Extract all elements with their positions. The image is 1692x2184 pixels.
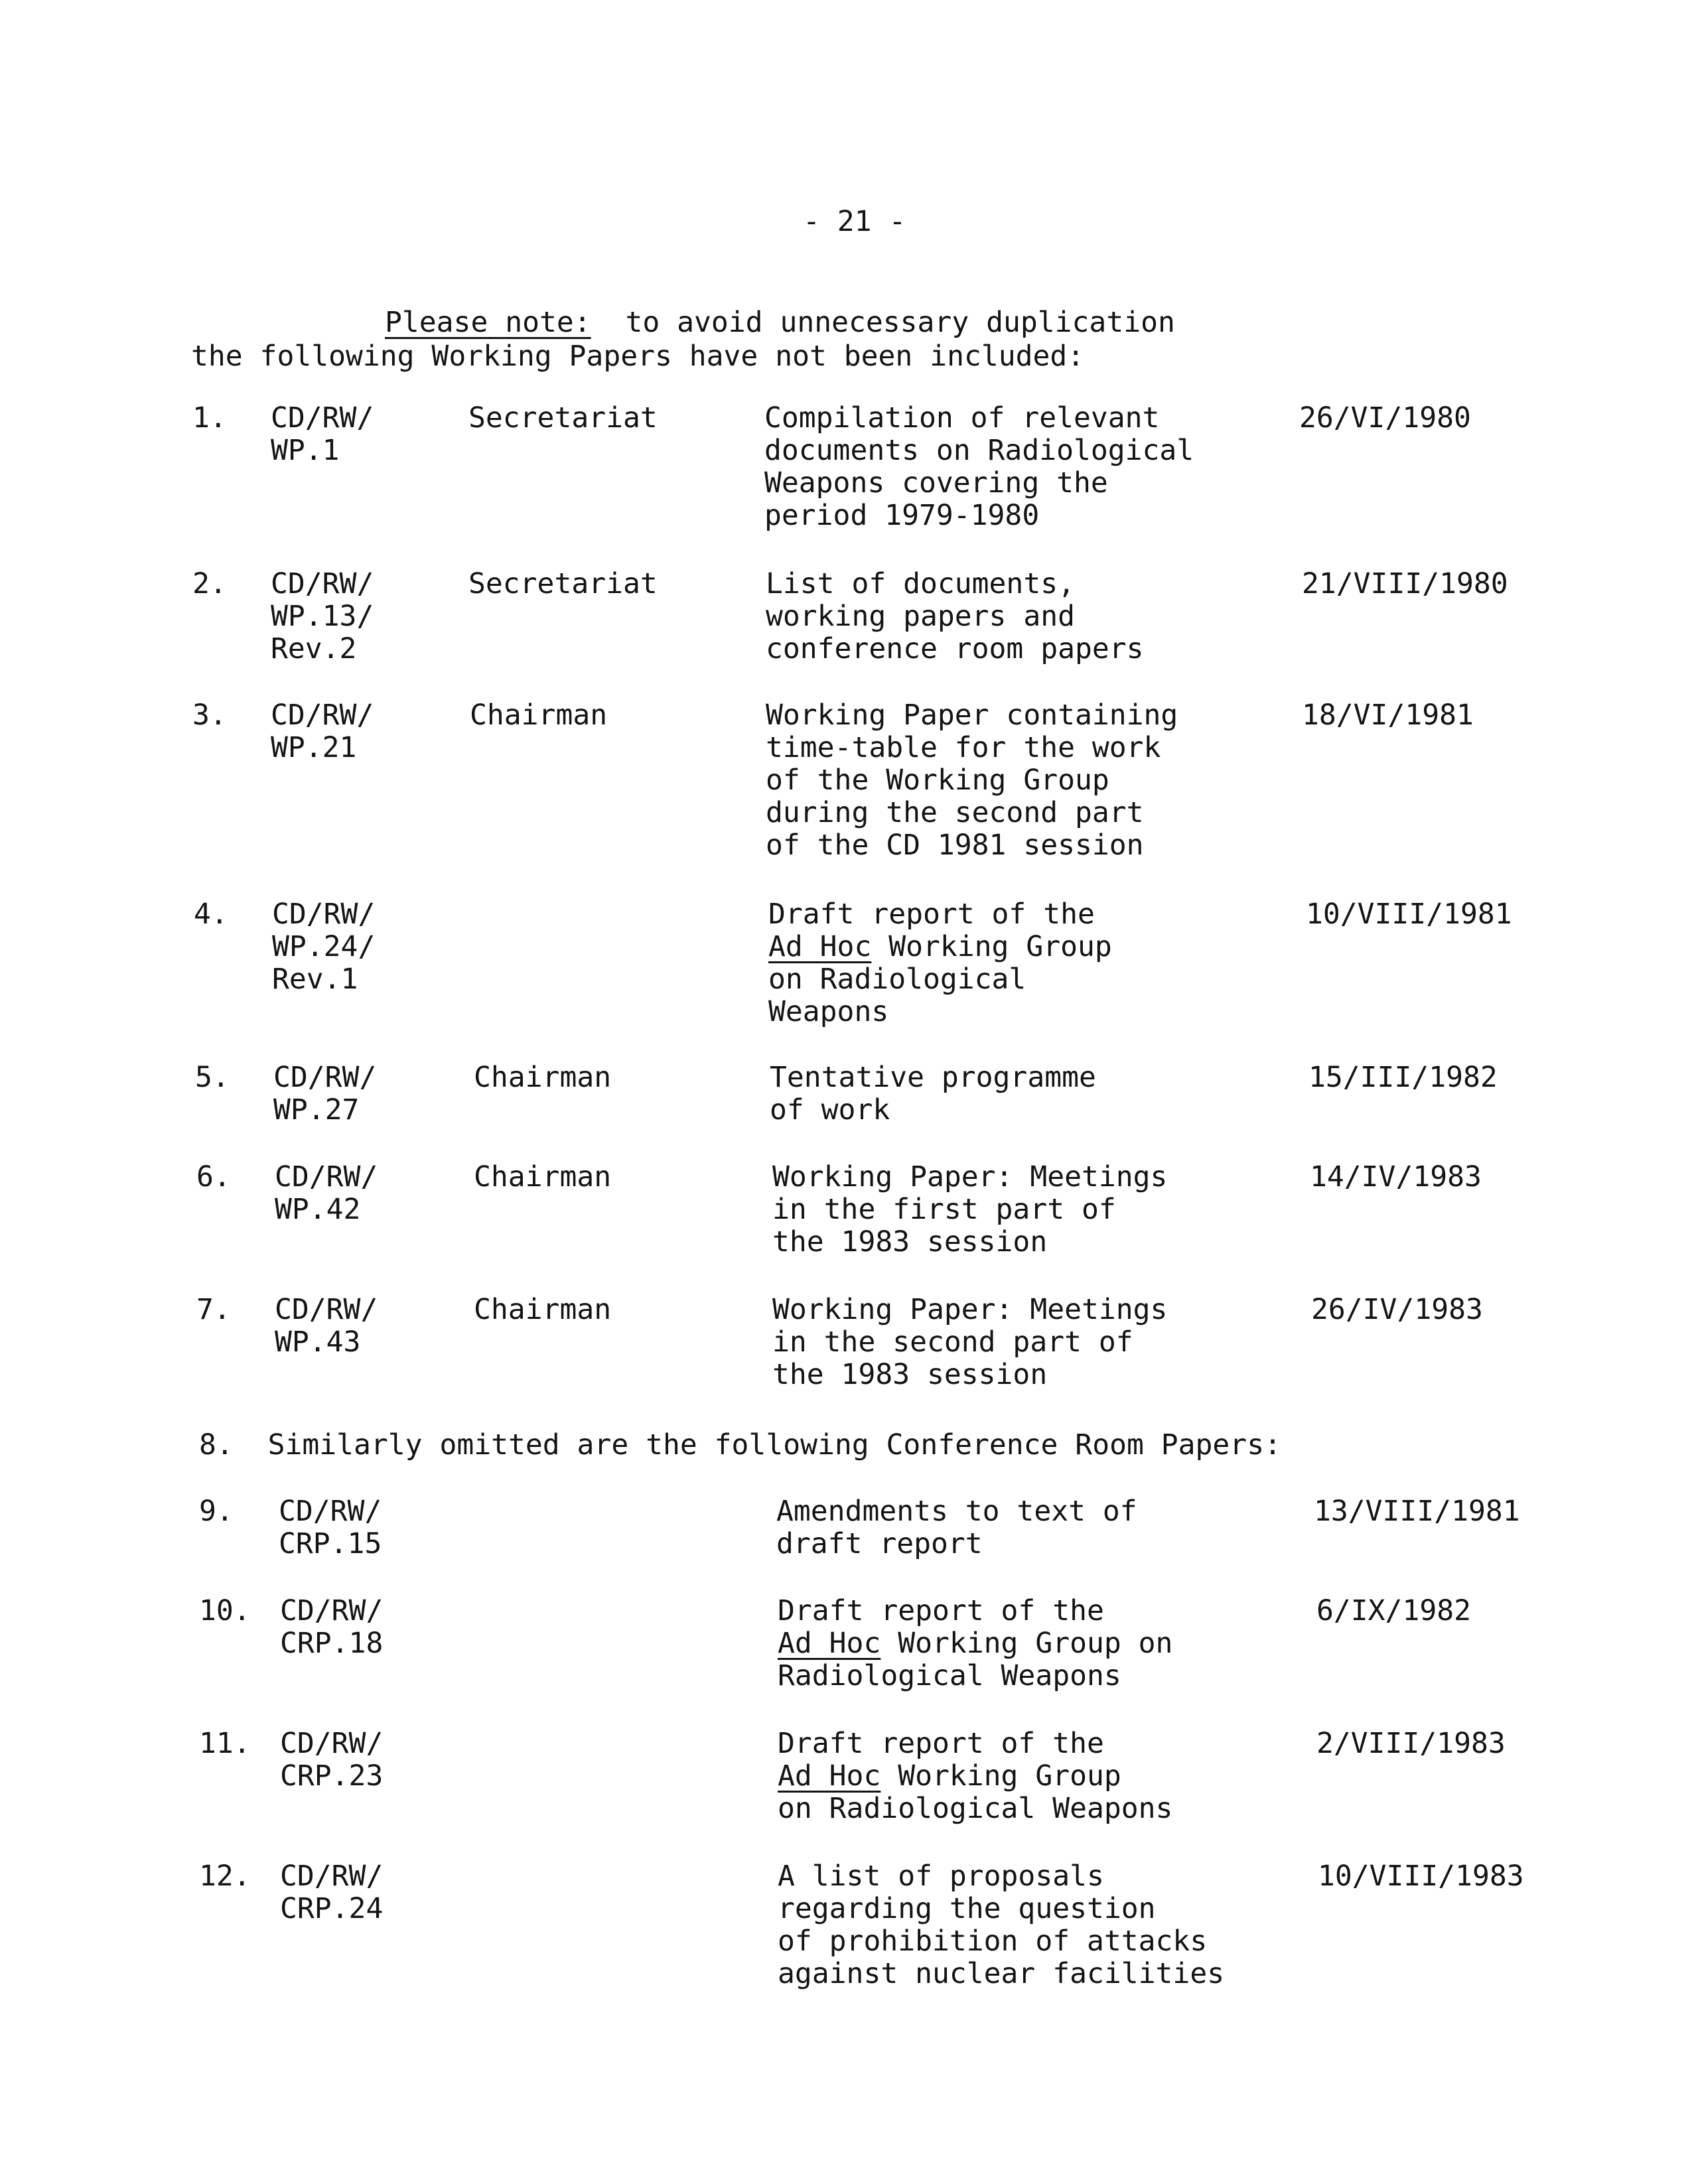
ad-hoc-underlined: Ad Hoc [778,1627,881,1660]
entry-number: 12. [199,1860,251,1893]
entry-reference: CD/RW/ CRP.18 [280,1594,384,1660]
entry-title: Compilation of relevant documents on Radiological Weapons covering the period 1979-1980 [764,401,1194,532]
note-line-2: the following Working Papers have not been included: [191,340,1085,373]
entry-number: 4. [194,898,228,931]
entry-title: Working Paper: Meetings in the first part of the 1983 session [772,1160,1168,1259]
entry-number: 9. [199,1495,234,1528]
entry-number: 3. [192,699,227,732]
entry-title-post: Working Group on Radiological Weapons [768,930,1112,1028]
entry-number: 7. [196,1293,231,1326]
entry-title [768,898,1112,1028]
note-label: Please note: [385,306,591,339]
ad-hoc-underlined: Ad Hoc [778,1759,881,1793]
entry-title-post: Working Group on Radiological Weapons [778,1759,1173,1825]
entry-date: 18/VI/1981 [1302,699,1474,732]
entry-date: 10/VIII/1981 [1306,898,1512,931]
ad-hoc-underlined: Ad Hoc [768,930,872,963]
entry-reference: CD/RW/ CRP.15 [279,1495,382,1560]
entry-title: Amendments to text of draft report [776,1495,1137,1560]
entry-date: 13/VIII/1981 [1314,1495,1520,1528]
entry-title [778,1595,1172,1692]
note-line-1 [385,307,1175,339]
entry-title: Tentative programme of work [770,1061,1096,1126]
entry-title: A list of proposals regarding the question of prohibition of attacks against nuclear facilities [778,1860,1225,1990]
entry-author: Chairman [474,1061,612,1094]
entry-date: 21/VIII/1980 [1302,567,1508,600]
entry-date: 26/VI/1980 [1299,401,1471,435]
entry-title-pre: Draft report of the [778,1727,1104,1760]
entry-title: Working Paper: Meetings in the second part of the 1983 session [772,1293,1168,1391]
entry-title: Working Paper containing time-table for the work of the Working Group during the second part of the CD 1981 session [766,699,1178,862]
entry-title-pre: Draft report of the [778,1594,1104,1627]
entry-reference: CD/RW/ WP.13/ Rev.2 [271,567,374,665]
entry-number: 5. [195,1061,230,1094]
entry-reference: CD/RW/ WP.1 [271,401,374,467]
entry-date: 14/IV/1983 [1310,1160,1482,1194]
item-8-text: Similarly omitted are the following Conference Room Papers: [267,1428,1281,1462]
entry-author: Chairman [470,699,608,732]
entry-number: 11. [199,1727,251,1760]
entry-number: 2. [192,567,227,600]
entry-date: 6/IX/1982 [1316,1594,1471,1627]
entry-date: 2/VIII/1983 [1316,1727,1506,1760]
entry-reference: CD/RW/ WP.24/ Rev.1 [272,898,376,996]
entry-date: 10/VIII/1983 [1318,1860,1524,1893]
entry-reference: CD/RW/ WP.42 [275,1160,378,1226]
entry-title-pre: Draft report of the [768,898,1095,931]
entry-number: 10. [199,1594,251,1627]
entry-reference: CD/RW/ WP.43 [275,1293,378,1359]
entry-title-post: Working Group on Radiological Weapons [778,1627,1173,1692]
item-8 [199,1429,1281,1462]
entry-author: Chairman [474,1293,612,1326]
entry-number: 1. [192,401,227,435]
entry-author: Chairman [474,1160,612,1194]
entry-reference: CD/RW/ CRP.24 [280,1860,384,1925]
entry-reference: CD/RW/ CRP.23 [280,1727,384,1793]
entry-date: 26/IV/1983 [1311,1293,1483,1326]
entry-reference: CD/RW/ WP.21 [271,699,374,764]
note-text-1: to avoid unnecessary duplication [591,306,1175,339]
entry-author: Secretariat [468,401,658,435]
entry-reference: CD/RW/ WP.27 [273,1061,377,1126]
entry-date: 15/III/1982 [1308,1061,1498,1094]
entry-title: List of documents, working papers and conference room papers [766,567,1144,665]
page-number: - 21 - [803,205,906,238]
entry-title [778,1728,1172,1825]
entry-number: 8. [199,1428,234,1462]
entry-number: 6. [196,1160,231,1194]
entry-author: Secretariat [468,567,658,600]
